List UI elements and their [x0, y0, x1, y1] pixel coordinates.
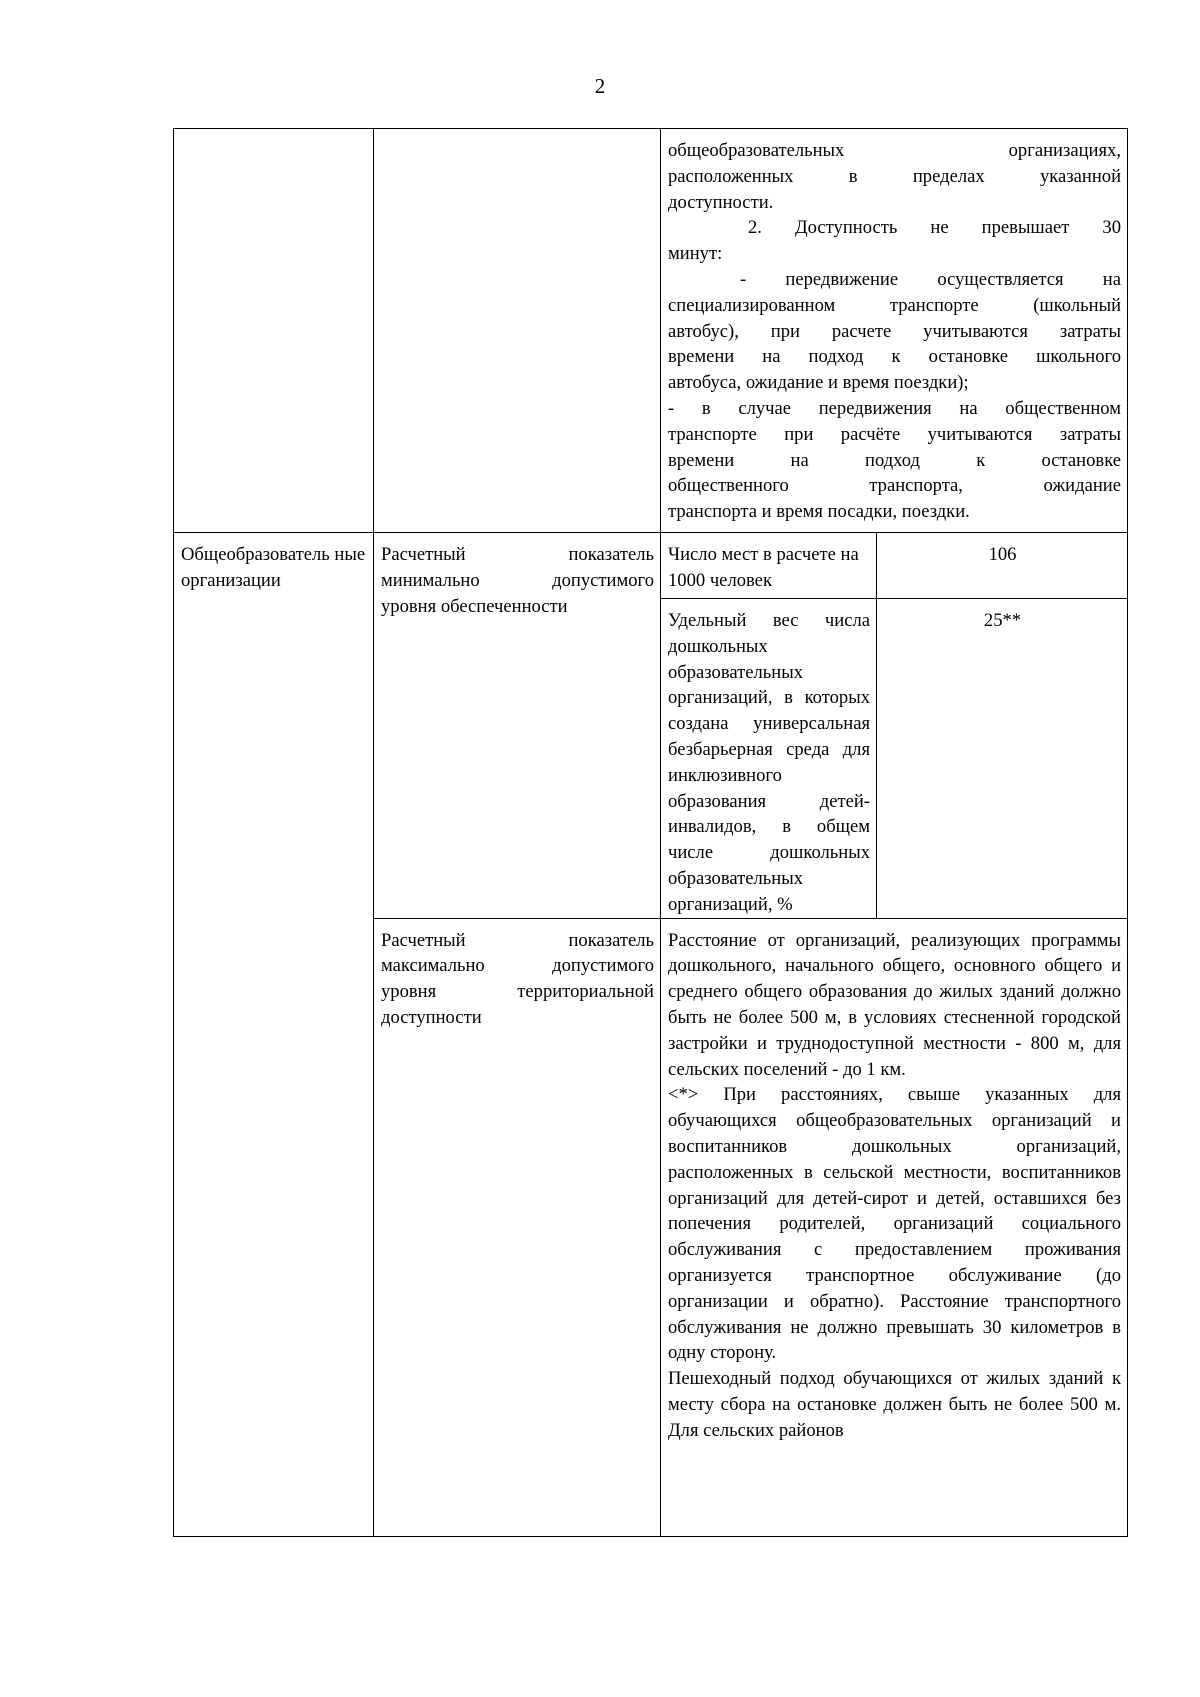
- standards-table: [173, 128, 1128, 1537]
- indicator-max-label: [374, 918, 661, 1536]
- table-row: [174, 129, 1128, 533]
- text-line: автобуса, ожидание и время поездки);: [668, 372, 969, 394]
- page-number: 2: [594, 74, 606, 98]
- text-paragraph: Пешеходный подход обучающихся от жилых зданий к месту сбора на остановке должен быть не более 500 м. Для сельских районов: [668, 1368, 1122, 1441]
- table-cell: [174, 129, 374, 533]
- text-line: - передвижение осуществляется на: [740, 268, 1122, 290]
- text-line: времени на подход к остановке школьного: [668, 346, 1122, 368]
- text-line: - в случае передвижения на общественном: [668, 397, 1122, 419]
- text-line: времени на подход к остановке: [668, 449, 1122, 471]
- table-row: [174, 533, 1128, 599]
- text-line: транспорте при расчёте учитываются затраты: [668, 423, 1122, 445]
- text-line: специализированном транспорте (школьный: [668, 294, 1122, 316]
- indicator-description: Число мест в расчете на 1000 человек: [661, 533, 877, 599]
- category-cell: Общеобразователь ные организации: [174, 533, 374, 1537]
- text-paragraph: Расстояние от организаций, реализующих программы дошкольного, начального общего, основного общего и среднего общего образования до жилых зданий должно быть не более 500 м, в условиях стесненной городской застройки и труднодоступной местности - 800 м, для сельских поселений - до 1 км.: [668, 929, 1122, 1080]
- continuation-text: [661, 129, 1128, 533]
- text-line: транспорта и время посадки, поездки.: [668, 501, 970, 523]
- text-line: расположенных в пределах указанной: [668, 165, 1122, 187]
- text-line: общеобразовательных организациях,: [668, 140, 1122, 161]
- indicator-value: 25**: [877, 599, 1128, 919]
- indicator-min-label: [374, 533, 661, 919]
- text-line: минут:: [668, 243, 723, 265]
- text-line: 2. Доступность не превышает 30: [748, 217, 1122, 239]
- indicator-max-text: [661, 918, 1128, 1536]
- text-paragraph: <*> При расстояниях, свыше указанных для обучающихся общеобразовательных организаций и воспитанников дошкольных организаций, расположенных в сельской местности, воспитанников организаций для детей-сирот и детей, оставшихся без попечения родителей, организаций социального обслуживания с предоставлением проживания организуется транспортное обслуживание (до организации и обратно). Расстояние транспортного обслуживания не должно превышать 30 километров в одну сторону.: [668, 1084, 1122, 1364]
- text-line: автобус), при расчете учитываются затраты: [668, 320, 1122, 342]
- text-line: уровня территориальной: [381, 981, 654, 1003]
- text-line: доступности.: [668, 191, 774, 213]
- indicator-value: 106: [877, 533, 1128, 599]
- text-line: Расчетный показатель: [381, 544, 654, 565]
- text-line: максимально допустимого: [381, 955, 654, 977]
- text-line: Расчетный показатель: [381, 929, 654, 951]
- text-line: доступности: [381, 1006, 482, 1028]
- text-line: общественного транспорта, ожидание: [668, 475, 1122, 497]
- indicator-description: Удельный вес числа дошкольных образовательных организаций, в которых создана универсальная безбарьерная среда для инклюзивного образования детей-инвалидов, в общем числе дошкольных образовательных организаций, %: [661, 599, 877, 919]
- text-line: уровня обеспеченности: [381, 595, 568, 617]
- table-cell: [374, 129, 661, 533]
- text-line: минимально допустимого: [381, 569, 654, 591]
